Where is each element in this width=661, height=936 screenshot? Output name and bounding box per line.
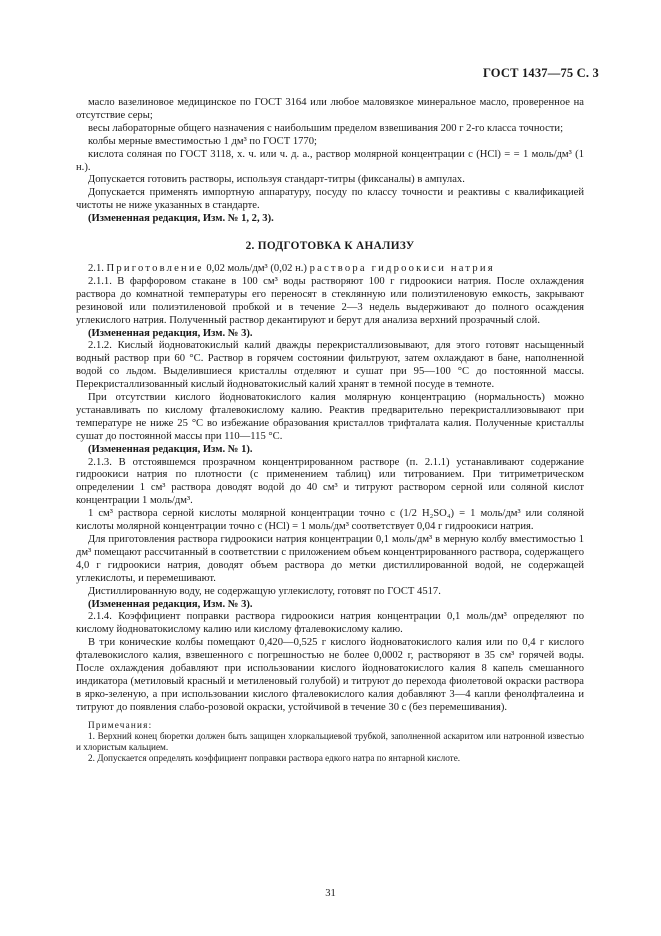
- change-note: (Измененная редакция, Изм. № 1).: [88, 443, 253, 455]
- note-item: 1. Верхний конец бюретки должен быть защищен хлоркальциевой трубкой, заполненной аскаритом или натронной известью и хлористым кальцием.: [76, 730, 584, 753]
- note-item: 2. Допускается определять коэффициент поправки раствора едкого натра по янтарной кислоте.: [88, 753, 461, 764]
- page-header: ГОСТ 1437—75 С. 3: [482, 66, 599, 80]
- paragraph-2-1-3-b: 1 см³ раствора серной кислоты молярной концентрации точно c (1/2 H₂SO₄) = 1 моль/дм³ или соляной кислоты молярной концентрации точно c (HCl) = 1 моль/дм³ соответствует 0,04 г гидроокиси натрия.: [76, 508, 584, 533]
- paragraph-2-1-3: 2.1.3. В отстоявшемся прозрачном концентрированном растворе (п. 2.1.1) устанавливают содержание гидроокиси натрия по плотности (с применением таблиц) или титрованием. При титриметрическом определении 1 см³ раствора доводят водой до 40 см³ и титруют раствором серной или соляной кислот концентрации 1 моль/дм³.: [76, 456, 584, 507]
- intro-line: кислота соляная по ГОСТ 3118, х. ч. или ч. д. а., раствор молярной концентрации c (HCl) = = 1 моль/дм³ (1 н.).: [76, 148, 584, 173]
- intro-line: весы лабораторные общего назначения с наибольшим пределом взвешивания 200 г 2-го класса точности;: [88, 122, 564, 134]
- paragraph-2-1-2-b: При отсутствии кислого йодноватокислого калия молярную концентрацию (нормальность) можно устанавливать по кислому фталевокислому калию. Реактив предварительно перекристаллизовывают при температуре не ниже 25 °С во избежание образования кристаллов трифталата калия. Полученные кристаллы сушат до постоянной массы при 110—115 °С.: [76, 392, 584, 442]
- paragraph-2-1-4-b: В три конические колбы помещают 0,420—0,525 г кислого йодноватокислого калия или по 0,4 г кислого фталевокислого калия, взвешенного с погрешностью не более 0,0002 г, растворяют в 35 см³ горячей воды. После охлаждения добавляют при использовании кислого йодноватокислого калия 8 капель смешанного индикатора (метиловый красный и метиленовый голубой) и титруют до перехода фиолетовой окраски раствора в ярко-зеленую, а при использовании кислого фталевокислого калия добавляют 3—4 капли фенолфталеина и титруют до появления слабо-розовой окраски, устойчивой в течение 30 с (без перемешивания).: [76, 637, 584, 713]
- paragraph-2-1-4: 2.1.4. Коэффициент поправки раствора гидроокиси натрия концентрации 0,1 моль/дм³ определяют по кислому йодноватокислому калию или кислому фталевокислому калию.: [76, 611, 584, 636]
- intro-line: Допускается готовить растворы, используя стандарт-титры (фиксаналы) в ампулах.: [88, 174, 465, 186]
- document-body: [76, 97, 584, 765]
- change-note: (Измененная редакция, Изм. № 3).: [88, 598, 253, 610]
- intro-line: колбы мерные вместимостью 1 дм³ по ГОСТ 1770;: [88, 135, 317, 147]
- paragraph-2-1-3-c: Для приготовления раствора гидроокиси натрия концентрации 0,1 моль/дм³ в мерную колбу вместимостью 1 дм³ помещают рассчитанный в соответствии с приложением объем концентрированного раствора, содержащего 4,0 г гидроокиси натрия, доводят объем раствора до метки дистиллированной водой, не содержащей углекислоты, и перемешивают.: [76, 534, 584, 584]
- change-note: (Измененная редакция, Изм. № 1, 2, 3).: [88, 213, 274, 225]
- subsection-title-a: Приготовление: [106, 262, 204, 274]
- change-note: (Измененная редакция, Изм. № 3).: [88, 327, 253, 339]
- section-title: 2. ПОДГОТОВКА К АНАЛИЗУ: [245, 240, 415, 253]
- page-number: 31: [325, 888, 336, 899]
- subsection-title-b: 0,02 моль/дм³ (0,02 н.): [206, 262, 307, 274]
- subsection-number: 2.1.: [88, 262, 104, 274]
- paragraph-2-1-3-d: Дистиллированную воду, не содержащую углекислоту, готовят по ГОСТ 4517.: [88, 585, 441, 597]
- intro-line: масло вазелиновое медицинское по ГОСТ 3164 или любое маловязкое минеральное масло, проверенное на отсутствие серы;: [76, 97, 584, 121]
- paragraph-2-1-2: 2.1.2. Кислый йодноватокислый калий дважды перекристаллизовывают, для этого готовят насыщенный водный раствор при 60 °С. Раствор в горячем состоянии фильтруют, затем охлаждают в бане, наполненной водой со льдом. Выделившиеся кристаллы отделяют и сушат при 95—100 °С до постоянной массы. Перекристаллизованный кислый йодноватокислый калий хранят в темной посуде в темноте.: [76, 340, 584, 391]
- notes-title: Примечания:: [88, 719, 153, 730]
- paragraph-2-1-1: 2.1.1. В фарфоровом стакане в 100 см³ воды растворяют 100 г гидроокиси натрия. После охлаждения раствора до комнатной температуры его переносят в стеклянную или полиэтиленовую емкость, закрывают резиновой или полиэтиленовой пробкой и в течение 2—3 недель выдерживают до полного осаждения углекислого натрия. Полученный раствор декантируют и берут для анализа верхний прозрачный слой.: [76, 275, 584, 326]
- subsection-2-1-title: [76, 263, 584, 276]
- intro-line: Допускается применять импортную аппаратуру, посуду по классу точности и реактивы с квалификацией чистоты не ниже указанных в стандарте.: [76, 187, 584, 212]
- subsection-title-c: раствора гидроокиси натрия: [309, 262, 495, 274]
